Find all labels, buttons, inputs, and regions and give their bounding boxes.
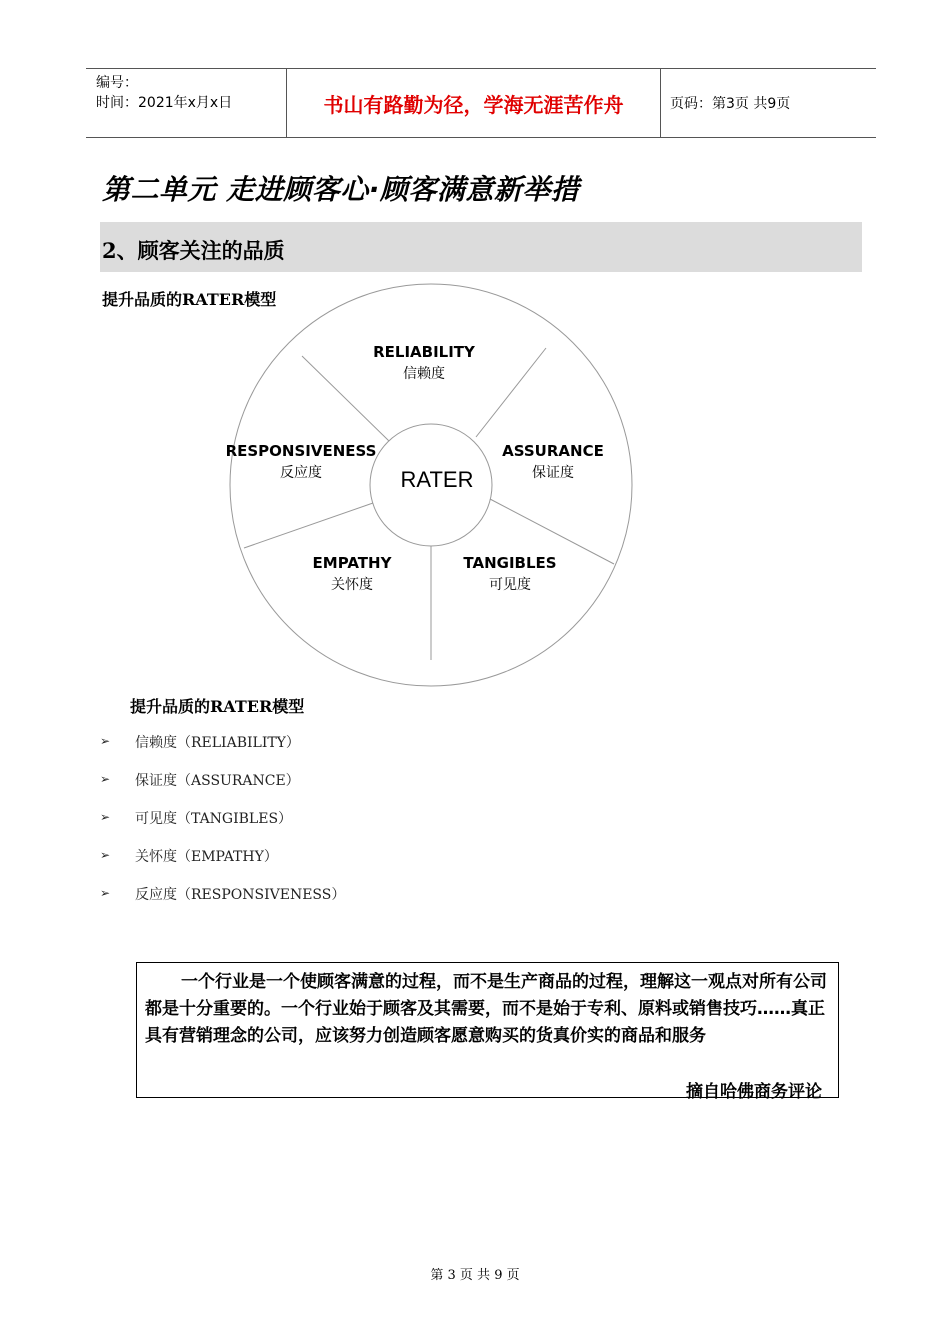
segment-label-tangibles: TANGIBLES [463, 554, 557, 572]
segment-sub-responsiveness: 反应度 [280, 465, 322, 481]
list-item [100, 732, 345, 770]
arrow-bullet-icon: ➢ [100, 810, 111, 824]
unit-title: 第二单元 走进顾客心·顾客满意新举措 [102, 173, 580, 206]
model-title: 提升品质的RATER模型 [102, 290, 277, 309]
model-title-2: 提升品质的RATER模型 [130, 697, 305, 716]
segment-label-assurance: ASSURANCE [502, 442, 604, 460]
list-item [100, 770, 345, 808]
arrow-bullet-icon: ➢ [100, 772, 111, 786]
list-item [100, 846, 345, 884]
segment-sub-empathy: 关怀度 [331, 577, 373, 593]
list-item [100, 884, 345, 922]
header-page-label: 页码：第3页 共9页 [670, 96, 791, 112]
page-footer: 第 3 页 共 9 页 [430, 1268, 520, 1283]
quote-text: 一个行业是一个使顾客满意的过程，而不是生产商品的过程，理解这一观点对所有公司都是十分重要的。一个行业始于顾客及其需要，而不是始于专利、原料或销售技巧……真正具有营销理念的公司，应该努力创造顾客愿意购买的货真价实的商品和服务 [145, 972, 827, 1046]
list-item-text: 反应度（RESPONSIVENESS） [135, 887, 346, 903]
divider-line [244, 503, 373, 548]
segment-label-responsiveness: RESPONSIVENESS [225, 442, 377, 460]
header-motto: 书山有路勤为径，学海无涯苦作舟 [323, 92, 624, 117]
segment-sub-tangibles: 可见度 [489, 577, 531, 593]
divider-line [302, 356, 389, 441]
quote-box [136, 962, 839, 1102]
segment-label-reliability: RELIABILITY [373, 343, 475, 361]
segment-label-empathy: EMPATHY [312, 554, 392, 572]
list-item-text: 关怀度（EMPATHY） [135, 849, 278, 865]
list-item-text: 信赖度（RELIABILITY） [135, 735, 300, 751]
diagram-center-label: RATER [400, 467, 474, 492]
bullet-list [100, 732, 345, 922]
arrow-bullet-icon: ➢ [100, 886, 111, 900]
list-item [100, 808, 345, 846]
divider-line [476, 348, 546, 437]
segment-sub-assurance: 保证度 [532, 465, 574, 481]
segment-sub-reliability: 信赖度 [403, 366, 445, 382]
quote-source: 摘自哈佛商务评论 [686, 1082, 822, 1102]
header-number-label: 编号： [96, 75, 138, 91]
arrow-bullet-icon: ➢ [100, 734, 111, 748]
section-title: 2、顾客关注的品质 [102, 238, 285, 263]
arrow-bullet-icon: ➢ [100, 848, 111, 862]
list-item-text: 可见度（TANGIBLES） [135, 811, 293, 827]
list-item-text: 保证度（ASSURANCE） [135, 773, 300, 789]
header-time-label: 时间：2021年x月x日 [96, 95, 233, 111]
